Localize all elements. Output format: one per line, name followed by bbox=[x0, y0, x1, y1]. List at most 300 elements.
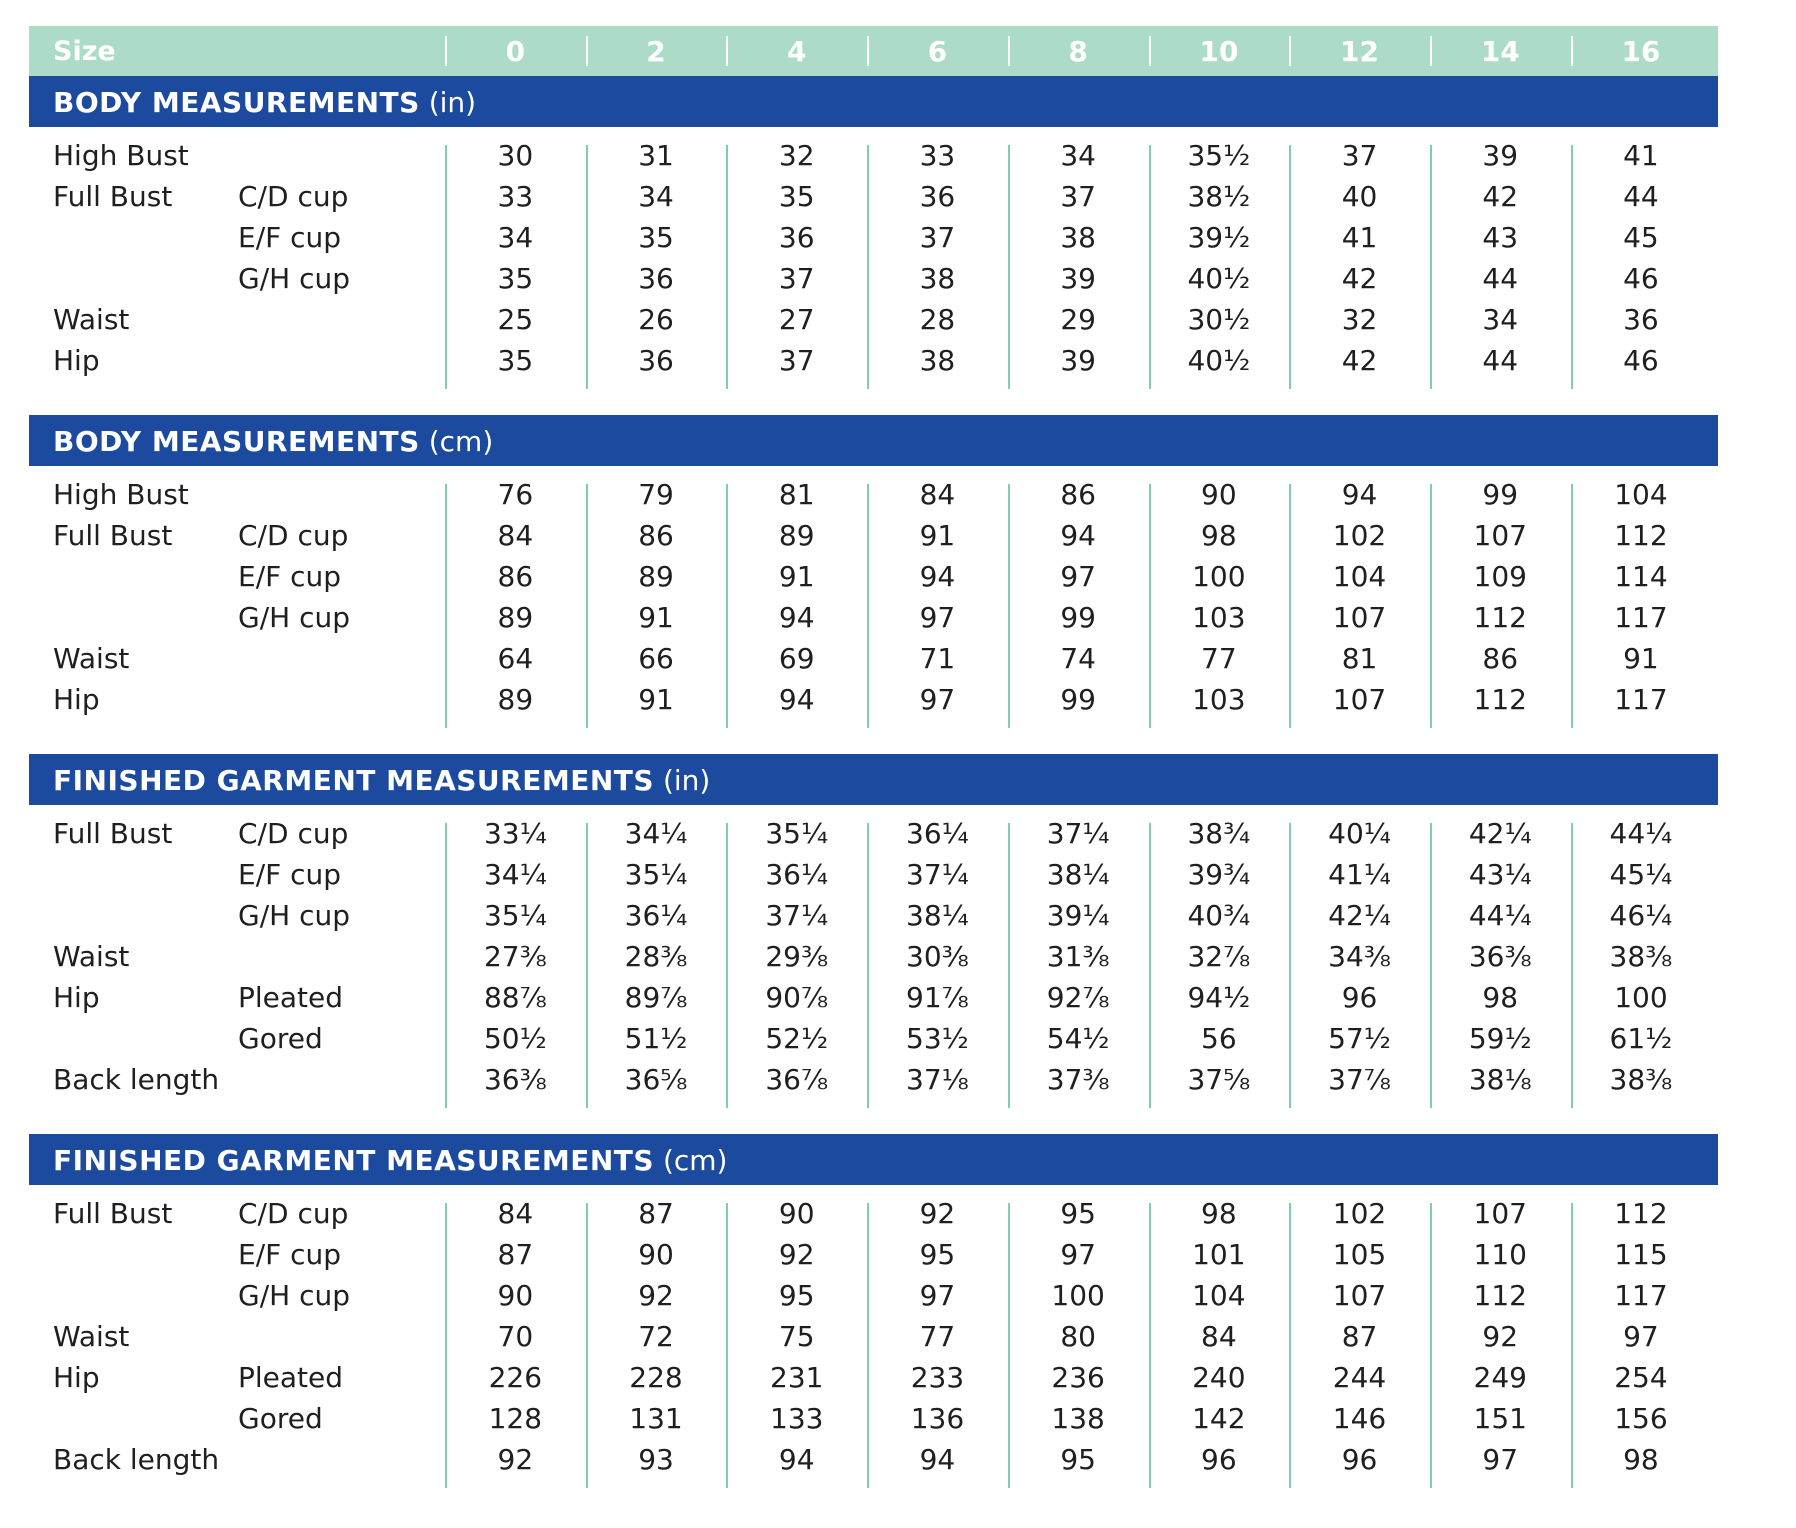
measurement-value: 98 bbox=[1201, 1197, 1237, 1230]
size-value-4: 4 bbox=[786, 35, 807, 68]
measurement-value: 75 bbox=[778, 1320, 815, 1353]
measurement-value: 117 bbox=[1614, 683, 1668, 716]
measurement-value: 81 bbox=[778, 478, 815, 511]
measurement-value: 38¼ bbox=[906, 899, 969, 932]
measurement-value: 103 bbox=[1192, 601, 1246, 634]
table-row bbox=[29, 1238, 1718, 1279]
measurement-value: 54½ bbox=[1046, 1022, 1110, 1055]
measurement-value: 74 bbox=[1060, 642, 1096, 675]
measurement-value: 86 bbox=[497, 560, 534, 593]
measurement-value: 40½ bbox=[1187, 344, 1251, 377]
measurement-value: 39½ bbox=[1187, 221, 1251, 254]
measurement-value: 59½ bbox=[1468, 1022, 1532, 1055]
measurement-value: 36⅜ bbox=[483, 1063, 547, 1096]
measurement-value: 72 bbox=[638, 1320, 674, 1353]
measurement-value: 37⅞ bbox=[1328, 1063, 1391, 1096]
measurement-value: 97 bbox=[1623, 1320, 1659, 1353]
measurement-value: 98 bbox=[1201, 519, 1237, 552]
table-row bbox=[29, 1279, 1718, 1320]
measurement-value: 36 bbox=[638, 262, 674, 295]
row-sublabel: C/D cup bbox=[238, 519, 349, 552]
measurement-value: 97 bbox=[1060, 560, 1096, 593]
measurement-value: 115 bbox=[1614, 1238, 1668, 1271]
measurement-value: 36⅜ bbox=[1468, 940, 1532, 973]
measurement-value: 51½ bbox=[624, 1022, 688, 1055]
measurement-value: 50½ bbox=[483, 1022, 547, 1055]
measurement-value: 112 bbox=[1473, 601, 1527, 634]
measurement-value: 46¼ bbox=[1609, 899, 1673, 932]
measurement-value: 91 bbox=[638, 683, 674, 716]
measurement-value: 249 bbox=[1473, 1361, 1527, 1394]
measurement-value: 84 bbox=[497, 1197, 534, 1230]
measurement-value: 35 bbox=[497, 344, 534, 377]
measurement-value: 93 bbox=[638, 1443, 674, 1476]
measurement-value: 69 bbox=[778, 642, 815, 675]
measurement-value: 112 bbox=[1473, 683, 1527, 716]
measurement-value: 35 bbox=[778, 180, 815, 213]
measurement-value: 97 bbox=[919, 1279, 956, 1312]
measurement-value: 44 bbox=[1482, 344, 1519, 377]
section-unit: (cm) bbox=[428, 425, 494, 458]
row-sublabel: G/H cup bbox=[238, 601, 350, 634]
measurement-value: 32⅞ bbox=[1187, 940, 1251, 973]
measurement-value: 52½ bbox=[765, 1022, 829, 1055]
measurement-value: 39¾ bbox=[1187, 858, 1251, 891]
row-sublabel: E/F cup bbox=[238, 221, 342, 254]
measurement-value: 94½ bbox=[1187, 981, 1251, 1014]
measurement-value: 156 bbox=[1614, 1402, 1668, 1435]
measurement-value: 29 bbox=[1060, 303, 1096, 336]
measurement-value: 33 bbox=[919, 139, 956, 172]
measurement-value: 38¾ bbox=[1187, 817, 1251, 850]
measurement-value: 89 bbox=[497, 601, 534, 634]
table-row bbox=[29, 1320, 1718, 1361]
measurement-value: 117 bbox=[1614, 1279, 1668, 1312]
section-title: FINISHED GARMENT MEASUREMENTS bbox=[53, 1144, 655, 1177]
measurement-value: 92 bbox=[638, 1279, 674, 1312]
measurement-value: 39¼ bbox=[1046, 899, 1110, 932]
measurement-value: 107 bbox=[1332, 601, 1387, 634]
measurement-value: 236 bbox=[1051, 1361, 1105, 1394]
measurement-value: 28 bbox=[919, 303, 956, 336]
measurement-value: 77 bbox=[919, 1320, 956, 1353]
measurement-value: 84 bbox=[1201, 1320, 1237, 1353]
table-row bbox=[29, 1443, 1718, 1484]
measurement-value: 35 bbox=[638, 221, 674, 254]
section-table bbox=[29, 1185, 1718, 1514]
measurement-value: 36⅝ bbox=[624, 1063, 688, 1096]
measurement-value: 105 bbox=[1332, 1238, 1387, 1271]
table-row bbox=[29, 560, 1718, 601]
section-unit: (in) bbox=[428, 86, 477, 119]
measurement-value: 91 bbox=[638, 601, 674, 634]
measurement-value: 100 bbox=[1192, 560, 1246, 593]
row-label: Back length bbox=[53, 1443, 220, 1476]
measurement-value: 42¼ bbox=[1468, 817, 1532, 850]
row-label: Hip bbox=[53, 683, 100, 716]
measurement-value: 76 bbox=[497, 478, 534, 511]
measurement-value: 35¼ bbox=[765, 817, 829, 850]
measurement-value: 102 bbox=[1332, 519, 1387, 552]
table-row bbox=[29, 1402, 1718, 1443]
measurement-value: 107 bbox=[1332, 683, 1387, 716]
measurement-value: 34 bbox=[497, 221, 534, 254]
measurement-value: 95 bbox=[778, 1279, 815, 1312]
table-row bbox=[29, 1022, 1718, 1063]
measurement-value: 133 bbox=[770, 1402, 824, 1435]
measurement-value: 45¼ bbox=[1609, 858, 1673, 891]
row-sublabel: G/H cup bbox=[238, 262, 350, 295]
measurement-value: 107 bbox=[1473, 1197, 1527, 1230]
measurement-value: 107 bbox=[1332, 1279, 1387, 1312]
measurement-value: 37 bbox=[778, 262, 815, 295]
size-value-12: 12 bbox=[1340, 35, 1380, 68]
measurement-value: 27 bbox=[778, 303, 815, 336]
measurement-value: 37 bbox=[778, 344, 815, 377]
measurement-value: 31⅜ bbox=[1046, 940, 1110, 973]
table-row bbox=[29, 817, 1718, 858]
measurement-value: 34 bbox=[1060, 139, 1096, 172]
measurement-value: 117 bbox=[1614, 601, 1668, 634]
row-label: High Bust bbox=[53, 139, 189, 172]
measurement-value: 66 bbox=[638, 642, 674, 675]
measurement-value: 41 bbox=[1341, 221, 1378, 254]
measurement-value: 35¼ bbox=[624, 858, 688, 891]
measurement-value: 87 bbox=[1341, 1320, 1378, 1353]
measurement-value: 42 bbox=[1341, 262, 1378, 295]
row-label: Full Bust bbox=[53, 817, 173, 850]
measurement-value: 37 bbox=[1060, 180, 1096, 213]
measurement-value: 30⅜ bbox=[906, 940, 969, 973]
section-table bbox=[29, 805, 1718, 1134]
measurement-value: 92⅞ bbox=[1046, 981, 1110, 1014]
measurement-value: 28⅜ bbox=[624, 940, 688, 973]
row-label: Hip bbox=[53, 1361, 100, 1394]
table-row bbox=[29, 601, 1718, 642]
measurement-value: 34¼ bbox=[483, 858, 547, 891]
section-unit: (cm) bbox=[662, 1144, 728, 1177]
measurement-value: 39 bbox=[1482, 139, 1519, 172]
measurement-value: 86 bbox=[1482, 642, 1519, 675]
measurement-value: 37⅝ bbox=[1187, 1063, 1251, 1096]
measurement-value: 91⅞ bbox=[906, 981, 969, 1014]
table-row bbox=[29, 139, 1718, 180]
measurement-value: 38⅜ bbox=[1609, 1063, 1673, 1096]
measurement-value: 94 bbox=[1060, 519, 1096, 552]
measurement-value: 92 bbox=[497, 1443, 534, 1476]
measurement-value: 84 bbox=[919, 478, 956, 511]
row-sublabel: Pleated bbox=[238, 1361, 344, 1394]
measurement-value: 112 bbox=[1614, 519, 1668, 552]
measurement-value: 77 bbox=[1201, 642, 1237, 675]
measurement-value: 101 bbox=[1192, 1238, 1246, 1271]
measurement-value: 42 bbox=[1341, 344, 1378, 377]
measurement-value: 30½ bbox=[1187, 303, 1251, 336]
measurement-value: 37¼ bbox=[906, 858, 969, 891]
measurement-value: 40¾ bbox=[1187, 899, 1251, 932]
size-value-8: 8 bbox=[1068, 35, 1088, 68]
measurement-value: 79 bbox=[638, 478, 674, 511]
measurement-value: 98 bbox=[1482, 981, 1519, 1014]
measurement-value: 89 bbox=[778, 519, 815, 552]
measurement-value: 90 bbox=[1201, 478, 1237, 511]
measurement-value: 56 bbox=[1201, 1022, 1237, 1055]
row-sublabel: E/F cup bbox=[238, 858, 342, 891]
size-value-10: 10 bbox=[1199, 35, 1239, 68]
measurement-value: 35¼ bbox=[483, 899, 547, 932]
measurement-value: 71 bbox=[919, 642, 956, 675]
measurement-value: 112 bbox=[1473, 1279, 1527, 1312]
measurement-value: 231 bbox=[770, 1361, 824, 1394]
row-label: Waist bbox=[53, 642, 130, 675]
measurement-value: 34 bbox=[1482, 303, 1519, 336]
measurement-value: 34¼ bbox=[624, 817, 688, 850]
row-label: Back length bbox=[53, 1063, 220, 1096]
measurement-value: 86 bbox=[1060, 478, 1096, 511]
table-row bbox=[29, 262, 1718, 303]
size-value-14: 14 bbox=[1480, 35, 1520, 68]
measurement-value: 90 bbox=[638, 1238, 674, 1271]
measurement-value: 61½ bbox=[1609, 1022, 1673, 1055]
measurement-value: 37 bbox=[1341, 139, 1378, 172]
section-header bbox=[29, 76, 1718, 127]
measurement-value: 43¼ bbox=[1468, 858, 1532, 891]
measurement-value: 38⅛ bbox=[1468, 1063, 1532, 1096]
row-sublabel: C/D cup bbox=[238, 817, 349, 850]
measurement-value: 226 bbox=[488, 1361, 543, 1394]
measurement-value: 44¼ bbox=[1609, 817, 1673, 850]
row-sublabel: G/H cup bbox=[238, 899, 350, 932]
row-sublabel: C/D cup bbox=[238, 180, 349, 213]
measurement-value: 97 bbox=[919, 683, 956, 716]
section-table bbox=[29, 127, 1718, 415]
row-label: Full Bust bbox=[53, 180, 173, 213]
row-label: Waist bbox=[53, 940, 130, 973]
measurement-value: 110 bbox=[1473, 1238, 1527, 1271]
measurement-value: 70 bbox=[497, 1320, 534, 1353]
measurement-value: 40¼ bbox=[1328, 817, 1391, 850]
section-title: BODY MEASUREMENTS bbox=[53, 86, 420, 119]
table-row bbox=[29, 683, 1718, 724]
measurement-value: 254 bbox=[1614, 1361, 1668, 1394]
measurement-value: 88⅞ bbox=[483, 981, 547, 1014]
measurement-value: 91 bbox=[1623, 642, 1659, 675]
size-header-row bbox=[29, 26, 1718, 76]
measurement-value: 97 bbox=[919, 601, 956, 634]
measurement-value: 30 bbox=[497, 139, 534, 172]
measurement-value: 25 bbox=[497, 303, 534, 336]
measurement-value: 57½ bbox=[1328, 1022, 1391, 1055]
table-row bbox=[29, 899, 1718, 940]
measurement-value: 89⅞ bbox=[624, 981, 688, 1014]
measurement-value: 97 bbox=[1060, 1238, 1096, 1271]
row-sublabel: E/F cup bbox=[238, 560, 342, 593]
measurement-value: 128 bbox=[488, 1402, 543, 1435]
measurement-value: 233 bbox=[910, 1361, 965, 1394]
measurement-value: 95 bbox=[1060, 1197, 1096, 1230]
measurement-value: 109 bbox=[1473, 560, 1527, 593]
measurement-value: 31 bbox=[638, 139, 674, 172]
size-chart bbox=[29, 26, 1718, 1514]
measurement-value: 44 bbox=[1623, 180, 1659, 213]
measurement-value: 131 bbox=[629, 1402, 683, 1435]
row-sublabel: Gored bbox=[238, 1022, 323, 1055]
measurement-value: 32 bbox=[1341, 303, 1378, 336]
measurement-value: 94 bbox=[778, 1443, 815, 1476]
table-row bbox=[29, 940, 1718, 981]
table-row bbox=[29, 344, 1718, 385]
measurement-value: 80 bbox=[1060, 1320, 1096, 1353]
measurement-value: 96 bbox=[1341, 981, 1378, 1014]
size-value-0: 0 bbox=[505, 35, 526, 68]
measurement-value: 114 bbox=[1614, 560, 1668, 593]
measurement-value: 41 bbox=[1623, 139, 1659, 172]
measurement-value: 99 bbox=[1482, 478, 1519, 511]
measurement-value: 35 bbox=[497, 262, 534, 295]
measurement-value: 87 bbox=[638, 1197, 674, 1230]
row-sublabel: Gored bbox=[238, 1402, 323, 1435]
measurement-value: 103 bbox=[1192, 683, 1246, 716]
measurement-value: 38 bbox=[919, 344, 956, 377]
measurement-value: 38¼ bbox=[1046, 858, 1110, 891]
measurement-value: 91 bbox=[919, 519, 956, 552]
row-sublabel: Pleated bbox=[238, 981, 344, 1014]
table-row bbox=[29, 981, 1718, 1022]
table-row bbox=[29, 478, 1718, 519]
section-unit: (in) bbox=[662, 764, 711, 797]
measurement-value: 228 bbox=[629, 1361, 683, 1394]
row-sublabel: C/D cup bbox=[238, 1197, 349, 1230]
measurement-value: 37¼ bbox=[765, 899, 829, 932]
measurement-value: 100 bbox=[1614, 981, 1668, 1014]
measurement-value: 36 bbox=[778, 221, 815, 254]
section-header bbox=[29, 754, 1718, 805]
measurement-value: 43 bbox=[1482, 221, 1519, 254]
row-sublabel: E/F cup bbox=[238, 1238, 342, 1271]
measurement-value: 92 bbox=[1482, 1320, 1519, 1353]
size-value-6: 6 bbox=[927, 35, 948, 68]
measurement-value: 38½ bbox=[1187, 180, 1251, 213]
measurement-value: 27⅜ bbox=[483, 940, 547, 973]
table-row bbox=[29, 1063, 1718, 1104]
measurement-value: 96 bbox=[1341, 1443, 1378, 1476]
measurement-value: 92 bbox=[778, 1238, 815, 1271]
section-header bbox=[29, 415, 1718, 466]
section-title: BODY MEASUREMENTS bbox=[53, 425, 420, 458]
measurement-value: 36¼ bbox=[765, 858, 829, 891]
measurement-value: 36 bbox=[919, 180, 956, 213]
measurement-value: 35½ bbox=[1187, 139, 1251, 172]
section-table bbox=[29, 466, 1718, 754]
measurement-value: 98 bbox=[1623, 1443, 1659, 1476]
measurement-value: 84 bbox=[497, 519, 534, 552]
measurement-value: 37⅛ bbox=[906, 1063, 969, 1096]
measurement-value: 33 bbox=[497, 180, 534, 213]
measurement-value: 39 bbox=[1060, 262, 1096, 295]
row-label: Full Bust bbox=[53, 519, 173, 552]
measurement-value: 37⅜ bbox=[1046, 1063, 1110, 1096]
measurement-value: 89 bbox=[638, 560, 674, 593]
table-row bbox=[29, 858, 1718, 899]
table-row bbox=[29, 642, 1718, 683]
measurement-value: 95 bbox=[919, 1238, 956, 1271]
row-label: Waist bbox=[53, 1320, 130, 1353]
measurement-value: 37¼ bbox=[1046, 817, 1110, 850]
measurement-value: 38 bbox=[919, 262, 956, 295]
measurement-value: 138 bbox=[1051, 1402, 1105, 1435]
measurement-value: 53½ bbox=[906, 1022, 969, 1055]
measurement-value: 40 bbox=[1341, 180, 1378, 213]
measurement-value: 36¼ bbox=[624, 899, 688, 932]
measurement-value: 36⅞ bbox=[765, 1063, 829, 1096]
measurement-value: 40½ bbox=[1187, 262, 1251, 295]
measurement-value: 89 bbox=[497, 683, 534, 716]
measurement-value: 26 bbox=[638, 303, 674, 336]
measurement-value: 244 bbox=[1332, 1361, 1387, 1394]
row-label: Full Bust bbox=[53, 1197, 173, 1230]
measurement-value: 100 bbox=[1051, 1279, 1105, 1312]
measurement-value: 104 bbox=[1192, 1279, 1246, 1312]
section-title: FINISHED GARMENT MEASUREMENTS bbox=[53, 764, 655, 797]
measurement-value: 240 bbox=[1192, 1361, 1246, 1394]
measurement-value: 90 bbox=[497, 1279, 534, 1312]
measurement-value: 45 bbox=[1623, 221, 1659, 254]
measurement-value: 104 bbox=[1614, 478, 1668, 511]
measurement-value: 96 bbox=[1201, 1443, 1237, 1476]
measurement-value: 99 bbox=[1060, 683, 1096, 716]
measurement-value: 29⅜ bbox=[765, 940, 829, 973]
measurement-value: 36 bbox=[1623, 303, 1659, 336]
table-row bbox=[29, 180, 1718, 221]
measurement-value: 34 bbox=[638, 180, 674, 213]
measurement-value: 97 bbox=[1482, 1443, 1519, 1476]
measurement-value: 37 bbox=[919, 221, 956, 254]
measurement-value: 42¼ bbox=[1328, 899, 1391, 932]
measurement-value: 112 bbox=[1614, 1197, 1668, 1230]
measurement-value: 86 bbox=[638, 519, 674, 552]
measurement-value: 36 bbox=[638, 344, 674, 377]
table-row bbox=[29, 221, 1718, 262]
measurement-value: 44 bbox=[1482, 262, 1519, 295]
measurement-value: 87 bbox=[497, 1238, 534, 1271]
measurement-value: 36¼ bbox=[906, 817, 969, 850]
row-label: Waist bbox=[53, 303, 130, 336]
measurement-value: 39 bbox=[1060, 344, 1096, 377]
measurement-value: 41¼ bbox=[1328, 858, 1391, 891]
measurement-value: 46 bbox=[1623, 262, 1659, 295]
measurement-value: 94 bbox=[919, 560, 956, 593]
measurement-value: 94 bbox=[778, 683, 815, 716]
row-label: Hip bbox=[53, 344, 100, 377]
measurement-value: 32 bbox=[778, 139, 815, 172]
measurement-value: 34⅜ bbox=[1328, 940, 1391, 973]
measurement-value: 64 bbox=[497, 642, 534, 675]
measurement-value: 44¼ bbox=[1468, 899, 1532, 932]
section-header bbox=[29, 1134, 1718, 1185]
measurement-value: 94 bbox=[919, 1443, 956, 1476]
measurement-value: 90 bbox=[778, 1197, 815, 1230]
measurement-value: 33¼ bbox=[483, 817, 547, 850]
measurement-value: 38⅜ bbox=[1609, 940, 1673, 973]
table-row bbox=[29, 303, 1718, 344]
measurement-value: 99 bbox=[1060, 601, 1096, 634]
measurement-value: 91 bbox=[778, 560, 815, 593]
measurement-value: 151 bbox=[1473, 1402, 1527, 1435]
table-row bbox=[29, 1197, 1718, 1238]
row-sublabel: G/H cup bbox=[238, 1279, 350, 1312]
measurement-value: 95 bbox=[1060, 1443, 1096, 1476]
measurement-value: 94 bbox=[778, 601, 815, 634]
